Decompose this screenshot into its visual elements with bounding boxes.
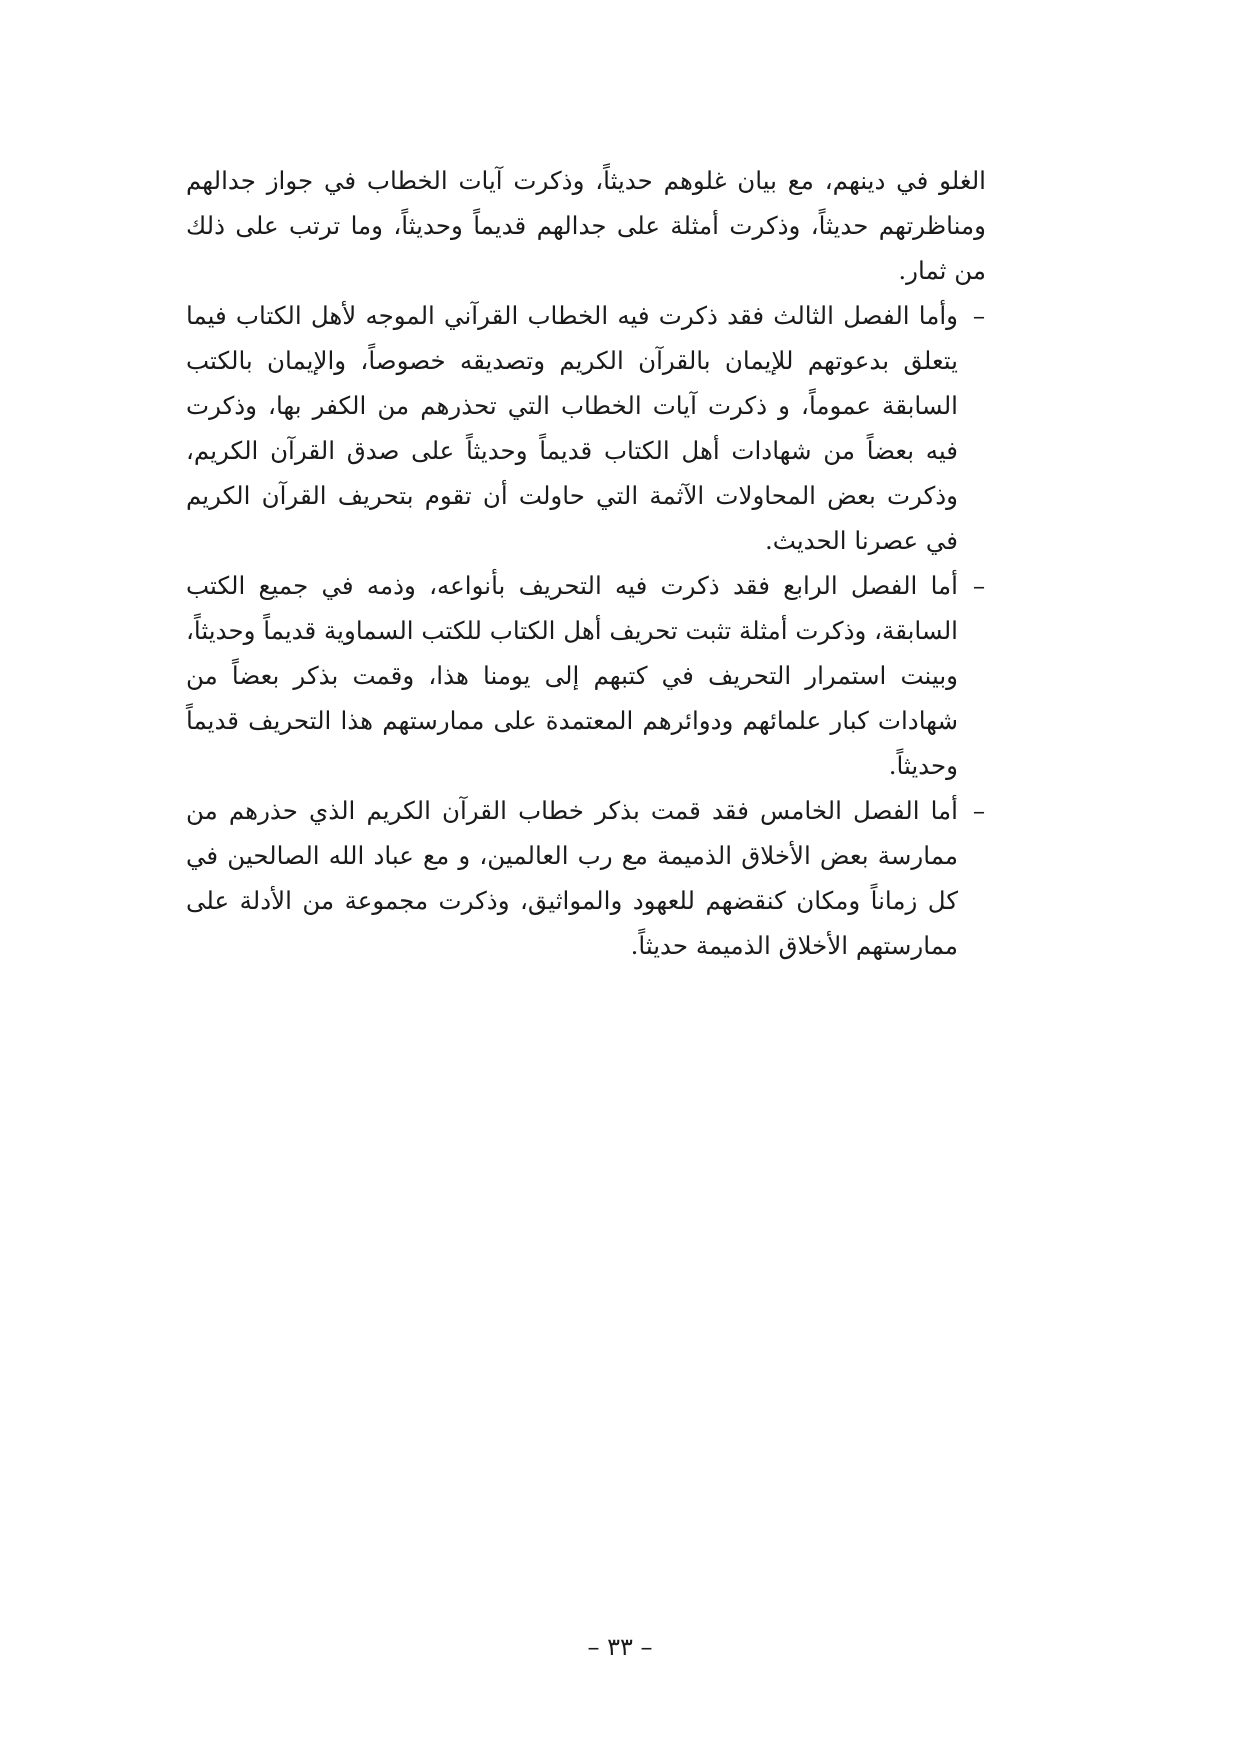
paragraph-chapter-three [186,293,986,563]
bullet-dash: – [972,796,986,825]
paragraph-intro-continuation [186,158,986,293]
paragraph-text: الغلو في دينهم، مع بيان غلوهم حديثاً، وذكرت آيات الخطاب في جواز جدالهم ومناظرتهم حديثاً، وذكرت أمثلة على جدالهم قديماً وحديثاً، وما ترتب على ذلك من ثمار. [186,166,986,285]
paragraph-text: أما الفصل الخامس فقد قمت بذكر خطاب القرآن الكريم الذي حذرهم من ممارسة بعض الأخلاق الذميمة مع رب العالمين، و مع عباد الله الصالحين في كل زماناً ومكان كنقضهم للعهود والمواثيق، وذكرت مجموعة من الأدلة على ممارستهم الأخلاق الذميمة حديثاً. [186,796,958,960]
bullet-dash: – [972,571,986,600]
paragraph-chapter-four [186,563,986,788]
body-text [186,158,986,968]
page-number: – ٣٣ – [587,1633,653,1661]
paragraph-text: أما الفصل الرابع فقد ذكرت فيه التحريف بأنواعه، وذمه في جميع الكتب السابقة، وذكرت أمثلة تثبت تحريف أهل الكتاب للكتب السماوية قديماً وحديثاً، وبينت استمرار التحريف في كتبهم إلى يومنا هذا، وقمت بذكر بعضاً من شهادات كبار علمائهم ودوائرهم المعتمدة على ممارستهم هذا التحريف قديماً وحديثاً. [186,571,958,780]
paragraph-text: وأما الفصل الثالث فقد ذكرت فيه الخطاب القرآني الموجه لأهل الكتاب فيما يتعلق بدعوتهم للإيمان بالقرآن الكريم وتصديقه خصوصاً، والإيمان بالكتب السابقة عموماً، و ذكرت آيات الخطاب التي تحذرهم من الكفر بها، وذكرت فيه بعضاً من شهادات أهل الكتاب قديماً وحديثاً على صدق القرآن الكريم، وذكرت بعض المحاولات الآثمة التي حاولت أن تقوم بتحريف القرآن الكريم في عصرنا الحديث. [186,301,958,555]
paragraph-chapter-five [186,788,986,968]
bullet-dash: – [972,301,986,330]
